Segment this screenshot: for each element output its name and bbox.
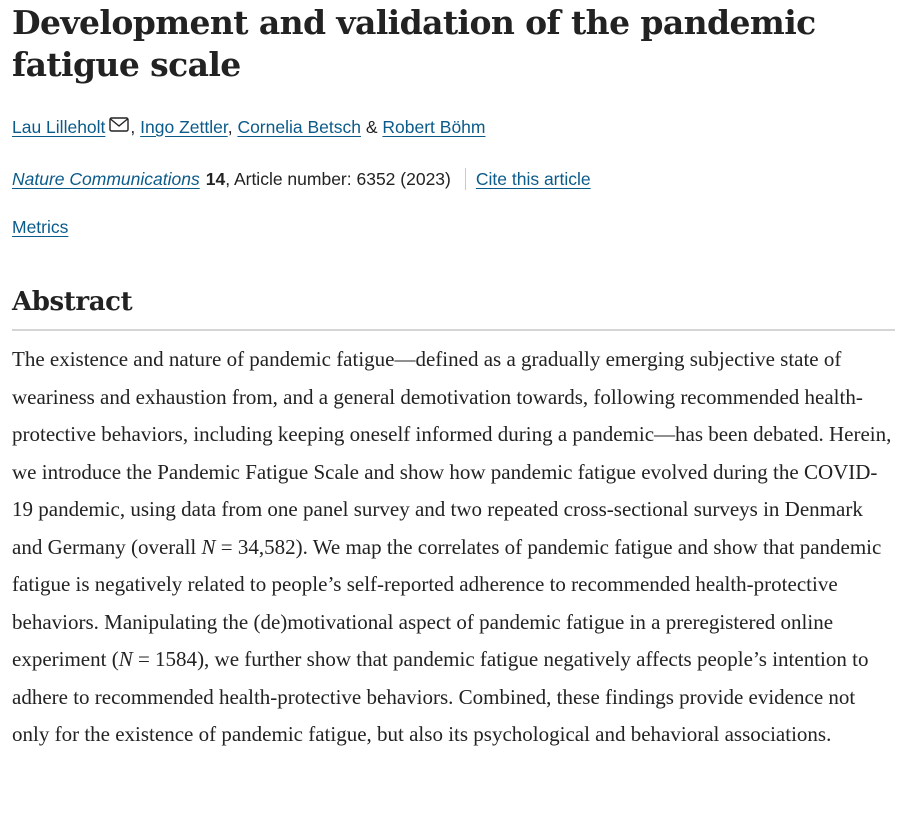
sample-size-symbol: N [118,647,133,671]
sample-size-symbol: N [201,534,216,559]
abstract-text [12,341,896,754]
abstract-heading: Abstract [12,287,133,317]
sample-size-value: = 34,582 [215,534,296,559]
author-link-betsch[interactable]: Cornelia Betsch [237,117,361,137]
citation-line [12,166,591,192]
metrics-link[interactable]: Metrics [12,217,69,237]
divider [465,168,466,190]
article-title: Development and validation of the pandemic fatigue scale [12,3,816,84]
journal-link[interactable]: Nature Communications [12,169,200,189]
cite-article-link[interactable]: Cite this article [475,169,591,189]
abstract-part-1: The existence and nature of pandemic fatigue—defined as a gradually emerging subjective state of weariness and exhaustion from, and a general demotivation towards, following recommended health-protective behaviors, including keeping oneself informed during a pandemic—has been debated. Herein, we introduce the Pandemic Fatigue Scale and show how pandemic fatigue evolved during the COVID-19 pandemic, using data from one panel survey and two repeated cross-sectional surveys in Denmark and Germany (overall [12,347,892,559]
author-list [12,113,486,140]
author-link-bohm[interactable]: Robert Böhm [382,117,486,137]
author-link-lilleholt[interactable]: Lau Lilleholt [12,117,106,137]
mail-icon[interactable] [109,113,129,139]
article-number: , Article number: 6352 (2023) [225,169,451,189]
volume-number: 14 [205,169,226,189]
author-link-zettler[interactable]: Ingo Zettler [140,117,228,137]
section-divider [12,329,895,331]
abstract-part-2: ). We map the correlates of pandemic fatigue and show that pandemic fatigue is negatively related to people’s self-reported adherence to recommended health-protective behaviors. Manipulating the (de)motivational aspect of pandemic fatigue in a preregistered online experiment ( [12,534,882,671]
metrics-row [12,214,68,240]
author-separator: , [130,117,141,137]
author-separator-ampersand: & [360,117,383,137]
sample-size-value: = 1584 [132,647,198,671]
author-separator: , [227,117,238,137]
abstract-part-3: ), we further show that pandemic fatigue negatively affects people’s intention to adhere to recommended health-protective behaviors. Combined, these findings provide evidence not only for the existence of pandemic fatigue, but also its psychological and behavioral associations. [12,647,869,746]
